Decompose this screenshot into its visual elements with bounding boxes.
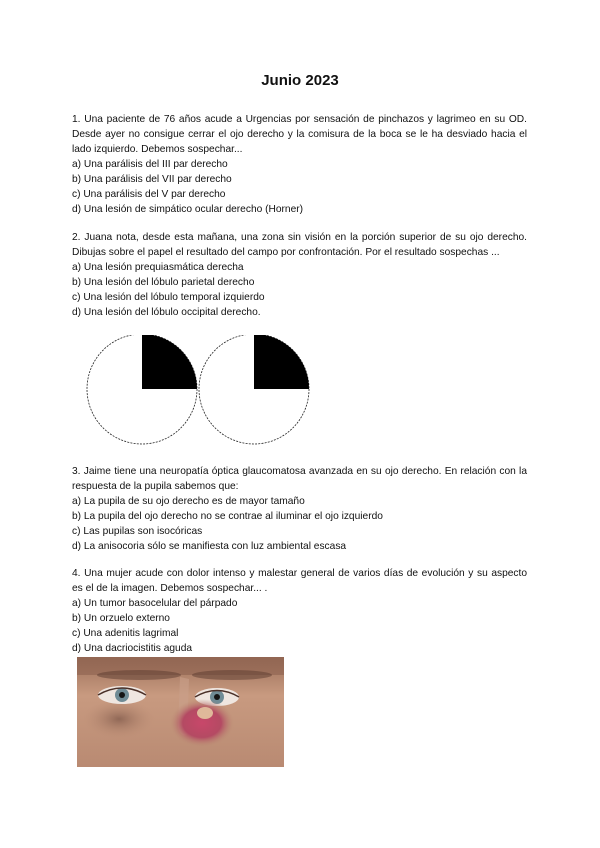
question-1	[72, 112, 527, 217]
answer-option-d: d) La anisocoria sólo se manifiesta con luz ambiental escasa	[72, 541, 347, 552]
question-stem: 2. Juana nota, desde esta mañana, una zona sin visión en la porción superior de su ojo derecho. Dibujas sobre el papel el resultado del campo por confrontación. Por el resultado sospechas ...	[72, 232, 527, 258]
answer-option-b: b) Una lesión del lóbulo parietal derecho	[72, 277, 255, 288]
left-eye-visual-field	[87, 335, 197, 444]
question-stem: 4. Una mujer acude con dolor intenso y malestar general de varios días de evolución y su aspecto es el de la imagen. Debemos sospechar... .	[72, 568, 527, 594]
right-eye-visual-field	[199, 335, 309, 444]
answer-option-d: d) Una lesión de simpático ocular derecho (Horner)	[72, 204, 304, 215]
superior-nasal-defect	[254, 335, 309, 389]
answer-option-c: c) Una lesión del lóbulo temporal izquierdo	[72, 292, 265, 303]
inflamed-swelling	[170, 699, 234, 747]
answer-option-c: c) Una parálisis del V par derecho	[72, 189, 226, 200]
question-4	[72, 566, 527, 656]
superior-temporal-defect	[142, 335, 197, 389]
question-3	[72, 464, 527, 554]
patient-eye-photo	[77, 657, 284, 767]
answer-option-d: d) Una dacriocistitis aguda	[72, 643, 193, 654]
answer-option-a: a) Una lesión prequiasmática derecha	[72, 262, 244, 273]
answer-option-b: b) Un orzuelo externo	[72, 613, 170, 624]
answer-option-a: a) La pupila de su ojo derecho es de mayor tamaño	[72, 496, 305, 507]
right-eyebrow	[97, 670, 181, 680]
page-title: Junio 2023	[261, 72, 339, 89]
answer-option-c: c) Las pupilas son isocóricas	[72, 526, 203, 537]
question-stem: 1. Una paciente de 76 años acude a Urgencias por sensación de pinchazos y lagrimeo en su OD. Desde ayer no consigue cerrar el ojo derecho y la comisura de la boca se le ha desviado hacia el lado izquierdo. Debemos sospechar...	[72, 114, 527, 155]
left-eyebrow	[192, 670, 272, 680]
answer-option-a: a) Un tumor basocelular del párpado	[72, 598, 238, 609]
answer-option-b: b) Una parálisis del VII par derecho	[72, 174, 232, 185]
answer-option-b: b) La pupila del ojo derecho no se contrae al iluminar el ojo izquierdo	[72, 511, 383, 522]
answer-option-d: d) Una lesión del lóbulo occipital derecho.	[72, 307, 261, 318]
visual-field-diagram	[86, 335, 316, 445]
question-stem: 3. Jaime tiene una neuropatía óptica glaucomatosa avanzada en su ojo derecho. En relación con la respuesta de la pupila sabemos que:	[72, 466, 527, 492]
question-2	[72, 230, 527, 320]
answer-option-a: a) Una parálisis del III par derecho	[72, 159, 228, 170]
answer-option-c: c) Una adenitis lagrimal	[72, 628, 179, 639]
